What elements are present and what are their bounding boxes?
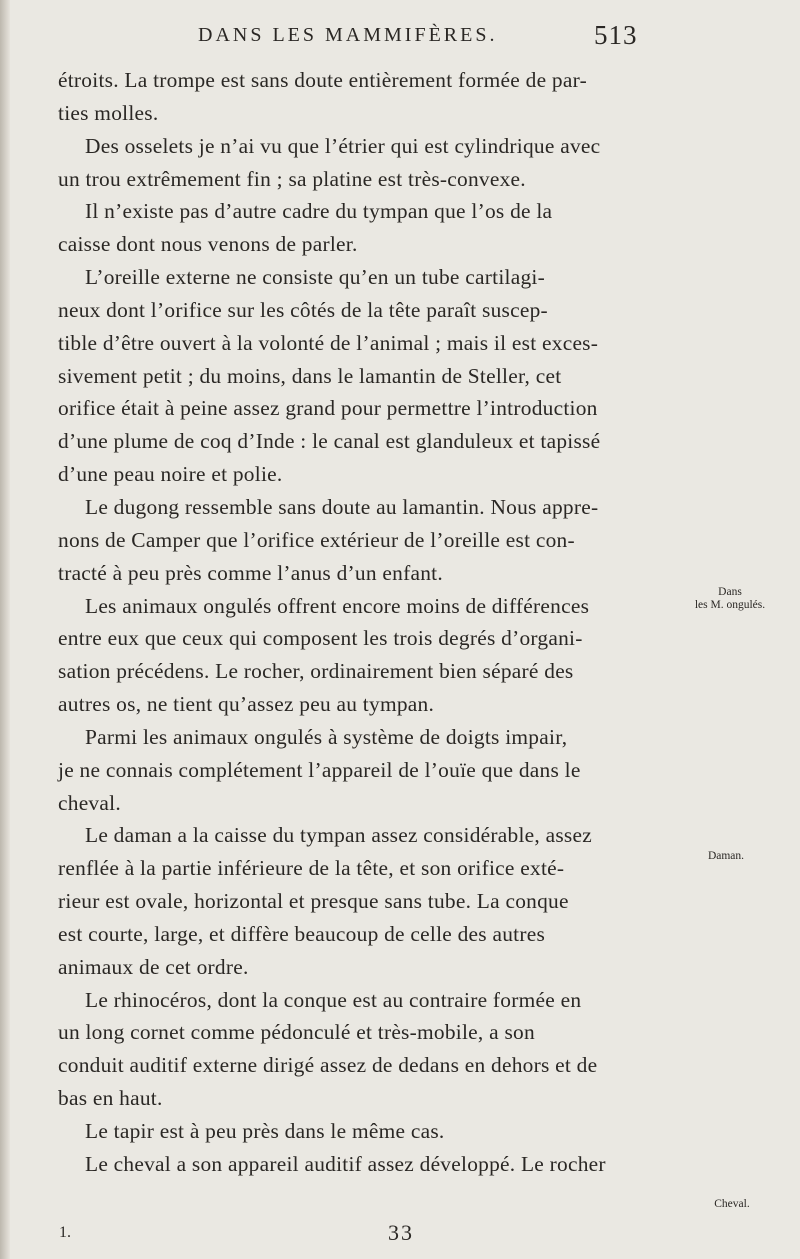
text-line: ties molles.	[58, 100, 159, 125]
text-line: autres os, ne tient qu’assez peu au tympan.	[58, 692, 435, 717]
text-line: L’oreille externe ne consiste qu’en un tube cartilagi-	[85, 265, 545, 290]
text-line: tracté à peu près comme l’anus d’un enfant.	[58, 560, 443, 585]
body-text	[58, 64, 670, 1181]
signature-mark: 1.	[59, 1224, 71, 1241]
marginal-note-daman: Daman.	[707, 850, 745, 862]
text-line: est courte, large, et diffère beaucoup de celle des autres	[58, 921, 546, 946]
marginal-note-dans: Dans	[718, 586, 742, 598]
page-number: 513	[594, 20, 638, 50]
text-line: rieur est ovale, horizontal et presque sans tube. La conque	[58, 889, 569, 914]
page-header	[0, 20, 800, 56]
running-title: DANS LES MAMMIFÈRES.	[198, 24, 498, 46]
text-line: Il n’existe pas d’autre cadre du tympan que l’os de la	[85, 199, 553, 224]
text-line: un long cornet comme pédonculé et très-mobile, a son	[58, 1020, 535, 1045]
text-line: Le rhinocéros, dont la conque est au contraire formée en	[85, 987, 582, 1012]
text-line: Les animaux ongulés offrent encore moins de différences	[85, 593, 590, 618]
text-line: Des osselets je n’ai vu que l’étrier qui est cylindrique avec	[85, 133, 601, 158]
text-line: entre eux que ceux qui composent les trois degrés d’organi-	[58, 626, 583, 651]
marginal-note-ongules: les M. ongulés.	[694, 599, 766, 611]
text-line: conduit auditif externe dirigé assez de dedans en dehors et de	[58, 1053, 598, 1078]
text-line: d’une peau noire et polie.	[58, 462, 283, 487]
text-line: caisse dont nous venons de parler.	[58, 232, 358, 257]
text-line: Le cheval a son appareil auditif assez développé. Le rocher	[85, 1151, 606, 1176]
text-line: nons de Camper que l’orifice extérieur de l’oreille est con-	[58, 527, 575, 552]
text-line: d’une plume de coq d’Inde : le canal est glanduleux et tapissé	[58, 429, 601, 454]
page-edge	[0, 0, 10, 1259]
text-line: Le dugong ressemble sans doute au lamantin. Nous appre-	[85, 494, 599, 519]
text-line: renflée à la partie inférieure de la tête, et son orifice exté-	[58, 856, 565, 881]
text-line: animaux de cet ordre.	[58, 954, 249, 979]
page-footer	[0, 1220, 800, 1254]
text-line: sation précédens. Le rocher, ordinairement bien séparé des	[58, 659, 574, 684]
text-line: cheval.	[58, 790, 121, 815]
signature-number: 33	[388, 1220, 414, 1245]
text-line: sivement petit ; du moins, dans le lamantin de Steller, cet	[58, 363, 562, 388]
text-line: Parmi les animaux ongulés à système de doigts impair,	[85, 724, 568, 749]
text-line: je ne connais complétement l’appareil de l’ouïe que dans le	[58, 757, 581, 782]
text-line: étroits. La trompe est sans doute entièrement formée de par-	[58, 68, 587, 92]
text-line: tible d’être ouvert à la volonté de l’animal ; mais il est exces-	[58, 330, 599, 355]
text-line: orifice était à peine assez grand pour permettre l’introduction	[58, 396, 598, 421]
text-line: Le tapir est à peu près dans le même cas.	[85, 1119, 445, 1143]
marginal-note-cheval: Cheval.	[714, 1198, 750, 1210]
text-line: neux dont l’orifice sur les côtés de la tête paraît suscep-	[58, 297, 548, 322]
text-line: Le daman a la caisse du tympan assez considérable, assez	[85, 823, 592, 848]
text-line: bas en haut.	[58, 1086, 163, 1111]
text-line: un trou extrêmement fin ; sa platine est très-convexe.	[58, 166, 526, 191]
